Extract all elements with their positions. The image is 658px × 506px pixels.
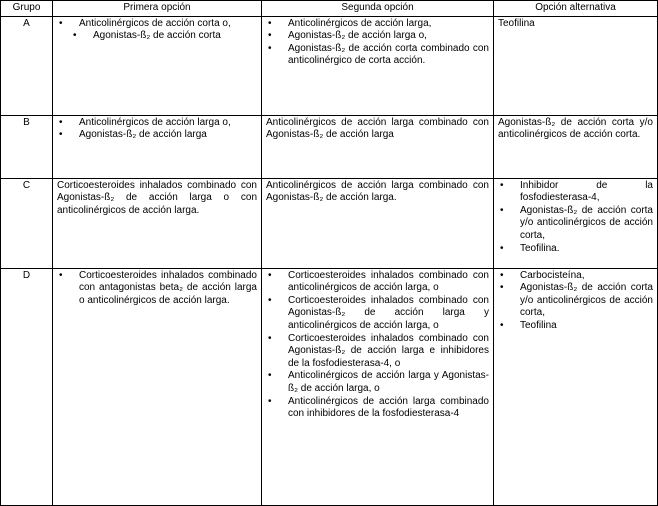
alternative-option-list: [498, 270, 653, 333]
group-cell: A: [1, 16, 53, 115]
alternative-option-cell: Agonistas-ß₂ de acción corta y/o anticolinérgicos de acción corta.: [494, 115, 658, 178]
alternative-option-cell: [494, 178, 658, 268]
list-item: • Agonistas-ß₂ de acción corta y/o anticolinérgicos de acción corta,: [520, 205, 653, 243]
first-option-cell: [53, 16, 262, 115]
list-item: • Agonistas-ß₂ de acción larga o,: [288, 30, 489, 43]
list-item: • Teofilina.: [520, 243, 653, 256]
list-item: • Corticoesteroides inhalados combinado con Agonistas-ß₂ de acción larga e inhibidores de la fosfodiesterasa-4, o: [288, 333, 489, 371]
first-option-list: [57, 270, 257, 308]
header-alternative-option: Opción alternativa: [494, 1, 658, 17]
list-item: • Carbocisteína,: [520, 270, 653, 283]
group-cell: D: [1, 268, 53, 505]
list-item: • Corticoesteroides inhalados combinado con Agonistas-ß₂ de acción larga y anticolinérgicos de acción larga, o: [288, 295, 489, 333]
second-option-cell: Anticolinérgicos de acción larga combinado con Agonistas-ß₂ de acción larga: [262, 115, 494, 178]
table-row: [1, 268, 658, 505]
alternative-option-cell: [494, 268, 658, 505]
list-item: • Anticolinérgicos de acción larga combinado con inhibidores de la fosfodiesterasa-4: [288, 396, 489, 421]
first-option-cell: Corticoesteroides inhalados combinado con Agonistas-ß₂ de acción larga o con anticolinérgicos de acción larga.: [53, 178, 262, 268]
second-option-list: [266, 270, 489, 421]
header-group: Grupo: [1, 1, 53, 17]
list-item: • Anticolinérgicos de acción larga o,: [79, 117, 257, 130]
list-item: • Agonistas-ß₂ de acción larga: [79, 129, 257, 142]
first-option-list: [57, 117, 257, 142]
list-item: • Agonistas-ß₂ de acción corta: [79, 30, 257, 43]
table-row: [1, 115, 658, 178]
list-item: • Inhibidor de la fosfodiesterasa-4,: [520, 180, 653, 205]
alternative-option-list: [498, 180, 653, 256]
second-option-cell: [262, 268, 494, 505]
header-first-option: Primera opción: [53, 1, 262, 17]
alternative-option-cell: Teofilina: [494, 16, 658, 115]
first-option-list: [57, 18, 257, 43]
first-option-cell: [53, 115, 262, 178]
header-second-option: Segunda opción: [262, 1, 494, 17]
list-item: • Corticoesteroides inhalados combinado con antagonistas beta₂ de acción larga o anticolinérgicos de acción larga.: [79, 270, 257, 308]
group-cell: C: [1, 178, 53, 268]
second-option-cell: [262, 16, 494, 115]
second-option-cell: Anticolinérgicos de acción larga combinado con Agonistas-ß₂ de acción larga.: [262, 178, 494, 268]
list-item: • Corticoesteroides inhalados combinado con anticolinérgicos de acción larga, o: [288, 270, 489, 295]
list-item: • Anticolinérgicos de acción larga,: [288, 18, 489, 31]
second-option-list: [266, 18, 489, 68]
header-row: [1, 1, 658, 17]
first-option-cell: [53, 268, 262, 505]
list-item: • Teofilina: [520, 320, 653, 333]
list-item: • Agonistas-ß₂ de acción corta combinado con anticolinérgico de corta acción.: [288, 43, 489, 68]
list-item: • Anticolinérgicos de acción larga y Agonistas-ß₂ de acción larga, o: [288, 370, 489, 395]
table-row: [1, 178, 658, 268]
group-cell: B: [1, 115, 53, 178]
table-row: [1, 16, 658, 115]
list-item: • Agonistas-ß₂ de acción corta y/o anticolinérgicos de acción corta,: [520, 282, 653, 320]
list-item: • Anticolinérgicos de acción corta o,: [79, 18, 257, 31]
